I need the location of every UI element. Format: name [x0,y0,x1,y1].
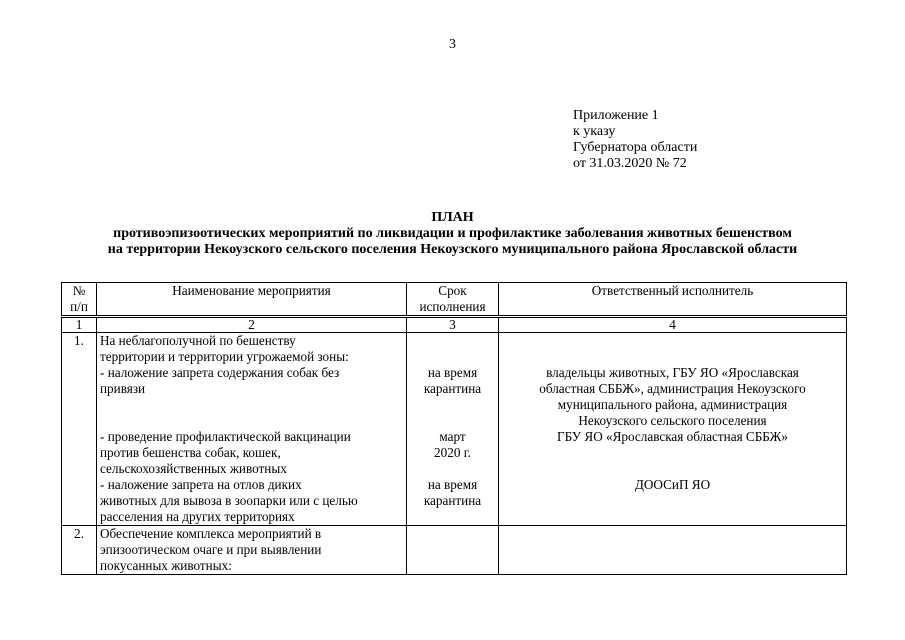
page-number: 3 [449,37,456,52]
header-num: № п/п [62,283,97,317]
row-number: 2. [62,526,97,575]
plan-subtitle-line: противоэпизоотических мероприятий по ликвидации и профилактике заболевания животных бешенством [113,226,792,241]
table-header-row [62,283,847,317]
plan-title: ПЛАН [431,210,474,225]
appendix-line: от 31.03.2020 № 72 [573,156,687,171]
col-number: 4 [499,317,847,333]
col-number: 1 [62,317,97,333]
row-executor-cell: владельцы животных, ГБУ ЯО «Ярославская областная СББЖ», администрация Некоузского муниципального района, администрация Некоузского сельского поселения ГБУ ЯО «Ярославская областная СББЖ» ДООСиП ЯО [499,333,847,526]
row-name-cell: Обеспечение комплекса мероприятий в эпизоотическом очаге и при выявлении покусанных животных: [97,526,407,575]
plan-subtitle-line: на территории Некоузского сельского поселения Некоузского муниципального района Ярославской области [107,242,798,257]
table-row [62,333,847,526]
appendix-line: Приложение 1 [573,108,659,123]
plan-table [61,282,847,575]
header-name: Наименование мероприятия [97,283,407,317]
table-row [62,526,847,575]
row-term-cell: на время карантина март 2020 г. на время карантина [407,333,499,526]
appendix-line: Губернатора области [573,140,698,155]
column-numbers-row [62,317,847,333]
col-number: 2 [97,317,407,333]
row-number: 1. [62,333,97,526]
appendix-line: к указу [573,124,616,139]
appendix-block [573,108,697,172]
col-number: 3 [407,317,499,333]
row-executor-cell [499,526,847,575]
row-name-cell: На неблагополучной по бешенству территории и территории угрожаемой зоны: - наложение запрета содержания собак без привязи - проведение профилактической вакцинации против бешенства собак, кошек, сельскохозяйственных животных - наложение запрета на отлов диких животных для вывоза в зоопарки или с целью расселения на других территориях [97,333,407,526]
row-term-cell [407,526,499,575]
header-executor: Ответственный исполнитель [499,283,847,317]
plan-header [0,210,905,258]
header-term: Срок исполнения [407,283,499,317]
